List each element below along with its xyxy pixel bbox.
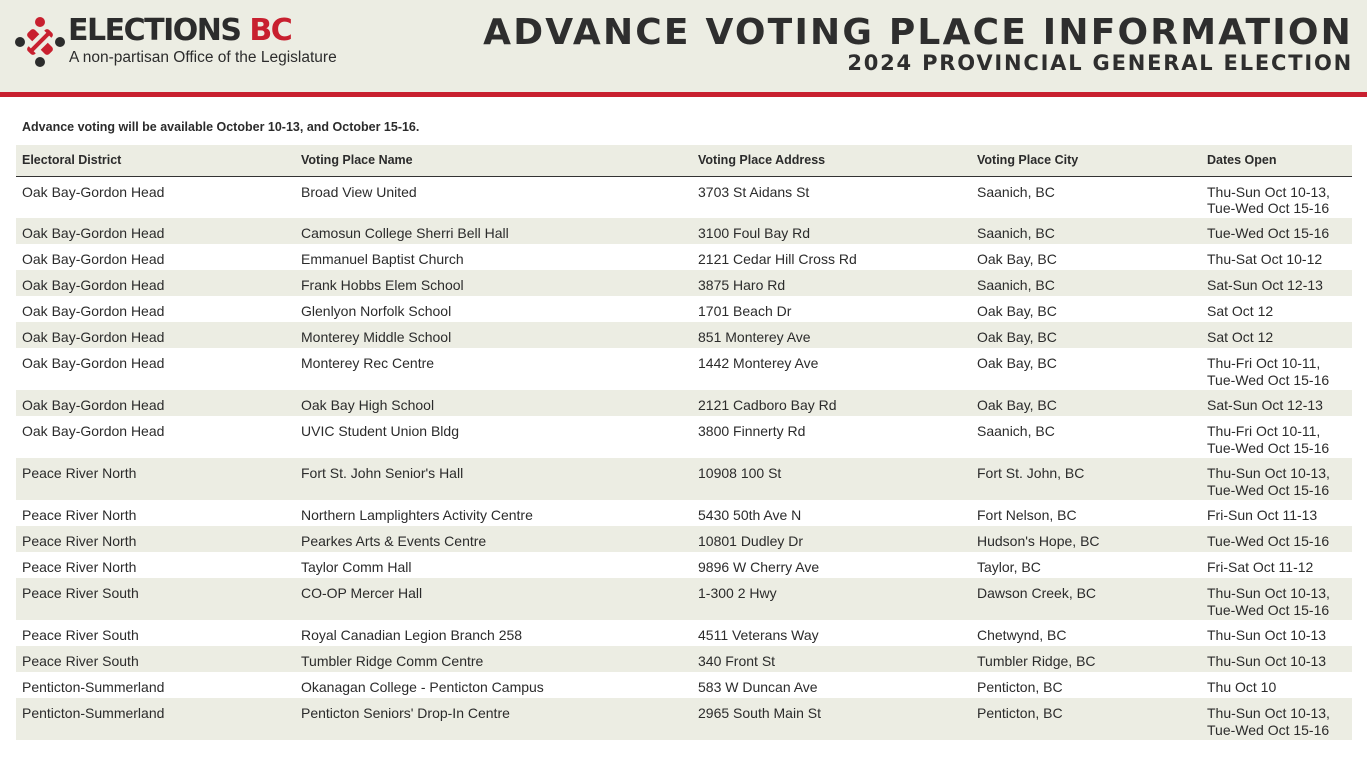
cell-address: 3800 Finnerty Rd bbox=[692, 416, 971, 458]
cell-dates: Fri-Sun Oct 11-13 bbox=[1201, 500, 1352, 526]
cell-name: Fort St. John Senior's Hall bbox=[295, 458, 692, 500]
cell-city: Hudson's Hope, BC bbox=[971, 526, 1201, 552]
cell-name: Royal Canadian Legion Branch 258 bbox=[295, 620, 692, 646]
table-row bbox=[16, 322, 1352, 348]
cell-city: Fort St. John, BC bbox=[971, 458, 1201, 500]
page-subtitle: 2024 PROVINCIAL GENERAL ELECTION bbox=[847, 51, 1353, 75]
logo-word-elections: ELECTIONS bbox=[68, 13, 241, 48]
cell-address: 851 Monterey Ave bbox=[692, 322, 971, 348]
cell-district: Peace River North bbox=[16, 552, 295, 578]
cell-dates: Sat Oct 12 bbox=[1201, 322, 1352, 348]
cell-district: Oak Bay-Gordon Head bbox=[16, 390, 295, 416]
logo-wordmark bbox=[68, 14, 291, 48]
advance-voting-note: Advance voting will be available October 10-13, and October 15-16. bbox=[22, 120, 420, 134]
column-header-address: Voting Place Address bbox=[692, 145, 971, 176]
cell-address: 3703 St Aidans St bbox=[692, 176, 971, 218]
cell-district: Peace River North bbox=[16, 458, 295, 500]
cell-dates: Tue-Wed Oct 15-16 bbox=[1201, 526, 1352, 552]
table-row bbox=[16, 646, 1352, 672]
cell-dates: Thu-Sat Oct 10-12 bbox=[1201, 244, 1352, 270]
logo-tagline: A non-partisan Office of the Legislature bbox=[69, 49, 337, 66]
cell-dates: Thu-Fri Oct 10-11, Tue-Wed Oct 15-16 bbox=[1201, 416, 1352, 458]
cell-address: 583 W Duncan Ave bbox=[692, 672, 971, 698]
logo-word-bc: BC bbox=[249, 13, 292, 48]
table-row bbox=[16, 672, 1352, 698]
cell-name: Monterey Rec Centre bbox=[295, 348, 692, 390]
elections-bc-logo-icon bbox=[14, 16, 66, 68]
cell-city: Oak Bay, BC bbox=[971, 296, 1201, 322]
cell-address: 4511 Veterans Way bbox=[692, 620, 971, 646]
column-header-name: Voting Place Name bbox=[295, 145, 692, 176]
voting-places-table bbox=[16, 145, 1352, 740]
cell-city: Saanich, BC bbox=[971, 416, 1201, 458]
cell-address: 1-300 2 Hwy bbox=[692, 578, 971, 620]
cell-name: Pearkes Arts & Events Centre bbox=[295, 526, 692, 552]
table-row bbox=[16, 348, 1352, 390]
cell-dates: Fri-Sat Oct 11-12 bbox=[1201, 552, 1352, 578]
cell-name: Oak Bay High School bbox=[295, 390, 692, 416]
table-row bbox=[16, 552, 1352, 578]
cell-name: UVIC Student Union Bldg bbox=[295, 416, 692, 458]
table-row bbox=[16, 620, 1352, 646]
cell-name: Frank Hobbs Elem School bbox=[295, 270, 692, 296]
cell-district: Peace River North bbox=[16, 526, 295, 552]
table-header-row bbox=[16, 145, 1352, 176]
cell-district: Oak Bay-Gordon Head bbox=[16, 218, 295, 244]
cell-city: Oak Bay, BC bbox=[971, 244, 1201, 270]
cell-name: Glenlyon Norfolk School bbox=[295, 296, 692, 322]
table-row bbox=[16, 526, 1352, 552]
cell-city: Oak Bay, BC bbox=[971, 390, 1201, 416]
cell-name: Camosun College Sherri Bell Hall bbox=[295, 218, 692, 244]
cell-city: Tumbler Ridge, BC bbox=[971, 646, 1201, 672]
cell-name: Okanagan College - Penticton Campus bbox=[295, 672, 692, 698]
cell-name: Tumbler Ridge Comm Centre bbox=[295, 646, 692, 672]
cell-district: Peace River South bbox=[16, 646, 295, 672]
cell-district: Oak Bay-Gordon Head bbox=[16, 244, 295, 270]
cell-district: Penticton-Summerland bbox=[16, 672, 295, 698]
cell-city: Chetwynd, BC bbox=[971, 620, 1201, 646]
cell-city: Dawson Creek, BC bbox=[971, 578, 1201, 620]
table-row bbox=[16, 500, 1352, 526]
table-row bbox=[16, 458, 1352, 500]
cell-dates: Thu-Sun Oct 10-13 bbox=[1201, 620, 1352, 646]
cell-dates: Thu-Sun Oct 10-13, Tue-Wed Oct 15-16 bbox=[1201, 176, 1352, 218]
cell-address: 5430 50th Ave N bbox=[692, 500, 971, 526]
table-row bbox=[16, 578, 1352, 620]
cell-name: CO-OP Mercer Hall bbox=[295, 578, 692, 620]
header-divider bbox=[0, 92, 1367, 97]
page-title: ADVANCE VOTING PLACE INFORMATION bbox=[483, 12, 1353, 53]
cell-city: Saanich, BC bbox=[971, 218, 1201, 244]
cell-name: Emmanuel Baptist Church bbox=[295, 244, 692, 270]
table-row bbox=[16, 218, 1352, 244]
table-row bbox=[16, 176, 1352, 218]
cell-name: Taylor Comm Hall bbox=[295, 552, 692, 578]
table-row bbox=[16, 296, 1352, 322]
table-row bbox=[16, 390, 1352, 416]
cell-address: 2121 Cadboro Bay Rd bbox=[692, 390, 971, 416]
cell-address: 3100 Foul Bay Rd bbox=[692, 218, 971, 244]
cell-city: Penticton, BC bbox=[971, 698, 1201, 740]
cell-district: Oak Bay-Gordon Head bbox=[16, 176, 295, 218]
table-row bbox=[16, 698, 1352, 740]
cell-district: Peace River North bbox=[16, 500, 295, 526]
cell-dates: Sat Oct 12 bbox=[1201, 296, 1352, 322]
cell-dates: Thu Oct 10 bbox=[1201, 672, 1352, 698]
cell-address: 10908 100 St bbox=[692, 458, 971, 500]
table-row bbox=[16, 244, 1352, 270]
cell-city: Penticton, BC bbox=[971, 672, 1201, 698]
cell-city: Oak Bay, BC bbox=[971, 348, 1201, 390]
cell-address: 2965 South Main St bbox=[692, 698, 971, 740]
cell-name: Broad View United bbox=[295, 176, 692, 218]
column-header-district: Electoral District bbox=[16, 145, 295, 176]
cell-dates: Thu-Fri Oct 10-11, Tue-Wed Oct 15-16 bbox=[1201, 348, 1352, 390]
cell-name: Penticton Seniors' Drop-In Centre bbox=[295, 698, 692, 740]
cell-address: 1442 Monterey Ave bbox=[692, 348, 971, 390]
cell-dates: Thu-Sun Oct 10-13, Tue-Wed Oct 15-16 bbox=[1201, 698, 1352, 740]
cell-district: Oak Bay-Gordon Head bbox=[16, 322, 295, 348]
cell-address: 10801 Dudley Dr bbox=[692, 526, 971, 552]
cell-address: 2121 Cedar Hill Cross Rd bbox=[692, 244, 971, 270]
cell-district: Oak Bay-Gordon Head bbox=[16, 416, 295, 458]
cell-dates: Tue-Wed Oct 15-16 bbox=[1201, 218, 1352, 244]
cell-dates: Sat-Sun Oct 12-13 bbox=[1201, 390, 1352, 416]
table-row bbox=[16, 416, 1352, 458]
cell-city: Saanich, BC bbox=[971, 176, 1201, 218]
column-header-dates: Dates Open bbox=[1201, 145, 1352, 176]
cell-address: 3875 Haro Rd bbox=[692, 270, 971, 296]
cell-city: Fort Nelson, BC bbox=[971, 500, 1201, 526]
cell-city: Saanich, BC bbox=[971, 270, 1201, 296]
cell-name: Northern Lamplighters Activity Centre bbox=[295, 500, 692, 526]
cell-district: Peace River South bbox=[16, 620, 295, 646]
cell-district: Oak Bay-Gordon Head bbox=[16, 270, 295, 296]
cell-dates: Thu-Sun Oct 10-13, Tue-Wed Oct 15-16 bbox=[1201, 578, 1352, 620]
cell-address: 9896 W Cherry Ave bbox=[692, 552, 971, 578]
column-header-city: Voting Place City bbox=[971, 145, 1201, 176]
header-banner bbox=[0, 0, 1367, 92]
cell-district: Peace River South bbox=[16, 578, 295, 620]
cell-address: 1701 Beach Dr bbox=[692, 296, 971, 322]
cell-dates: Thu-Sun Oct 10-13, Tue-Wed Oct 15-16 bbox=[1201, 458, 1352, 500]
cell-name: Monterey Middle School bbox=[295, 322, 692, 348]
cell-district: Penticton-Summerland bbox=[16, 698, 295, 740]
cell-dates: Thu-Sun Oct 10-13 bbox=[1201, 646, 1352, 672]
cell-city: Taylor, BC bbox=[971, 552, 1201, 578]
cell-address: 340 Front St bbox=[692, 646, 971, 672]
cell-district: Oak Bay-Gordon Head bbox=[16, 348, 295, 390]
table-row bbox=[16, 270, 1352, 296]
cell-city: Oak Bay, BC bbox=[971, 322, 1201, 348]
cell-district: Oak Bay-Gordon Head bbox=[16, 296, 295, 322]
cell-dates: Sat-Sun Oct 12-13 bbox=[1201, 270, 1352, 296]
